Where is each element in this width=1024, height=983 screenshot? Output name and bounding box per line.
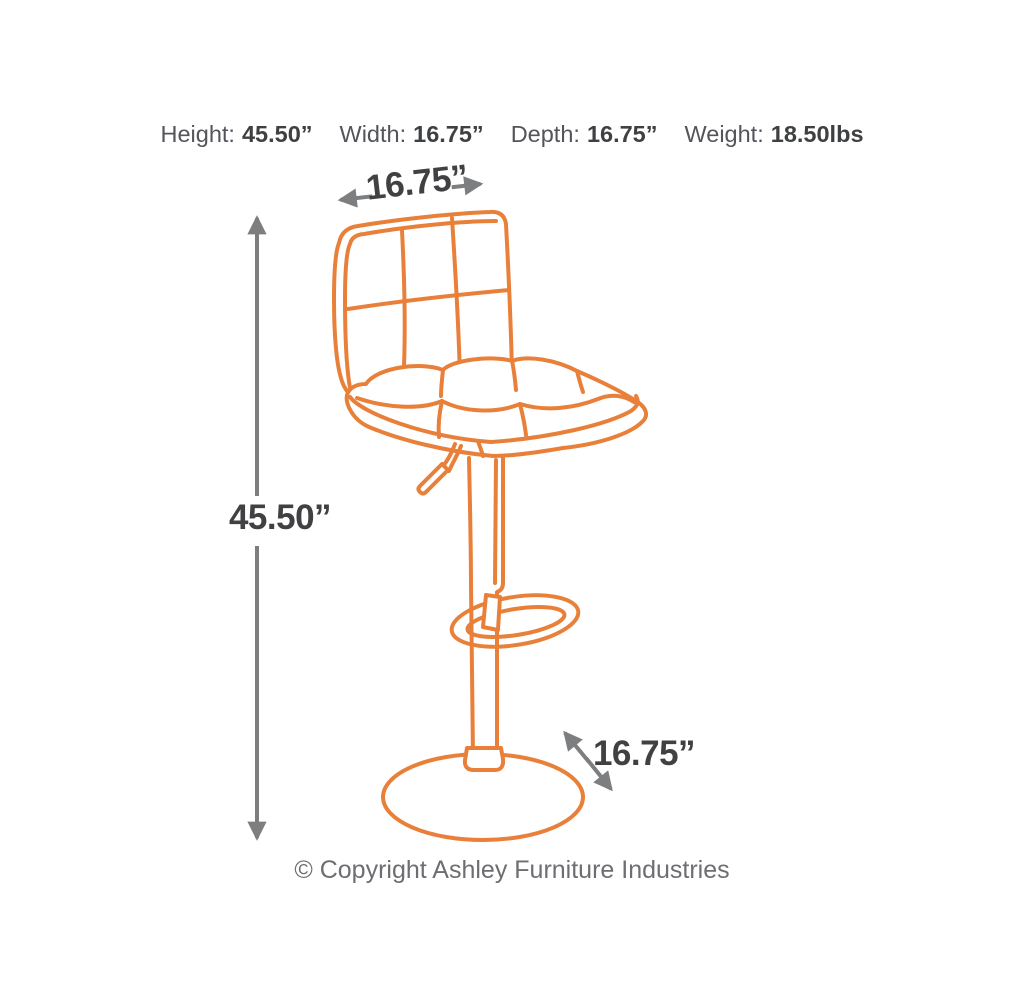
depth-dimension-label: 16.75” bbox=[592, 734, 696, 773]
spec-height-label: Height: bbox=[160, 121, 235, 147]
base-collar bbox=[465, 748, 503, 770]
spec-height-value: 45.50” bbox=[241, 121, 313, 147]
base bbox=[383, 748, 583, 840]
spec-depth-label: Depth: bbox=[510, 121, 580, 147]
spec-depth-value: 16.75” bbox=[586, 121, 658, 147]
spec-width-value: 16.75” bbox=[413, 121, 484, 147]
height-dimension-label: 45.50” bbox=[228, 498, 332, 537]
footrest-bracket bbox=[483, 595, 500, 630]
spec-weight-label: Weight: bbox=[684, 121, 764, 147]
seat bbox=[347, 358, 646, 456]
footrest-ring bbox=[448, 587, 582, 654]
spec-width-label: Width: bbox=[339, 121, 407, 147]
spec-weight-value: 18.50lbs bbox=[770, 121, 864, 147]
copyright-text: © Copyright Ashley Furniture Industries bbox=[294, 856, 730, 884]
width-dimension-label: 16.75” bbox=[364, 157, 470, 208]
